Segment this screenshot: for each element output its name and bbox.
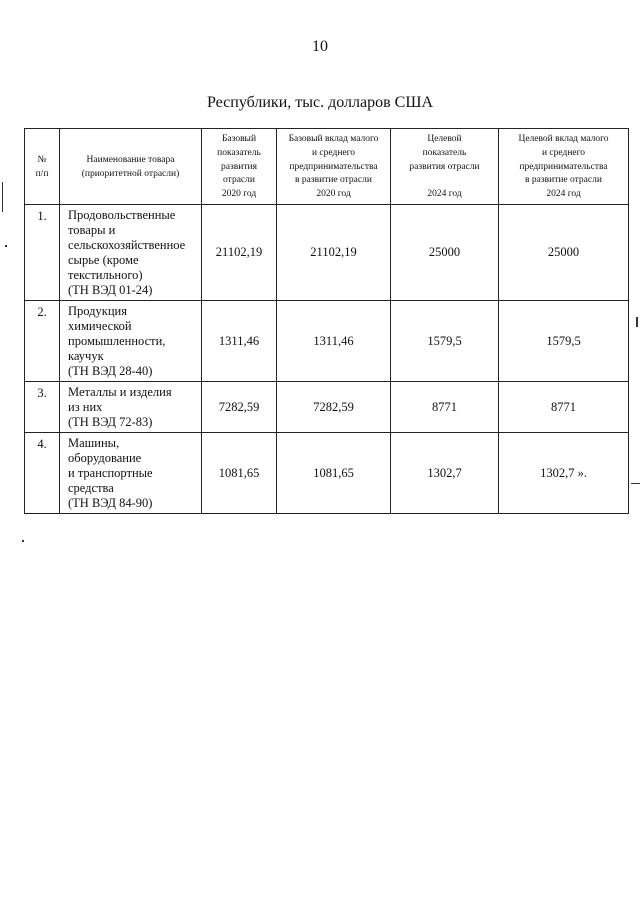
product-name-line: и транспортные [68, 466, 153, 481]
product-name-line: химической [68, 319, 132, 334]
product-name-line: сельскохозяйственное [68, 238, 186, 253]
header-number-line: № [37, 154, 47, 165]
product-name-line: текстильного) [68, 268, 143, 283]
table-row [25, 382, 629, 433]
header-target-sme-line: в развитие отрасли [525, 175, 602, 186]
base-sme-cell: 1311,46 [277, 301, 391, 382]
product-name-line: оборудование [68, 451, 142, 466]
base-indicator-cell: 7282,59 [202, 382, 277, 433]
scan-mark [22, 540, 24, 542]
product-name-line: сырье (кроме [68, 253, 139, 268]
header-target-sme-line: предпринимательства [519, 161, 608, 172]
product-name-line: из них [68, 400, 103, 415]
header-base-indicator-line: отрасли [223, 175, 255, 186]
header-target-sme-line: 2024 год [546, 189, 581, 200]
header-base-indicator-line: показатель [217, 147, 261, 158]
scan-mark [5, 245, 7, 247]
base-sme-cell: 7282,59 [277, 382, 391, 433]
base-sme-cell: 1081,65 [277, 433, 391, 514]
product-name-line: (ТН ВЭД 72-83) [68, 415, 153, 430]
table-header [25, 129, 629, 205]
header-base-indicator-line: развития [221, 161, 257, 172]
header-target-indicator-line: 2024 год [427, 189, 462, 200]
product-name-cell [60, 382, 202, 433]
base-indicator-cell: 1081,65 [202, 433, 277, 514]
target-sme-cell: 8771 [499, 382, 629, 433]
target-indicator-cell: 1302,7 [391, 433, 499, 514]
header-base-indicator [202, 129, 277, 205]
header-base-sme-contribution [277, 129, 391, 205]
table-body [25, 205, 629, 514]
scan-mark [636, 317, 638, 327]
target-sme-cell: 1302,7 ». [499, 433, 629, 514]
row-number: 2. [25, 301, 60, 382]
product-name-line: (ТН ВЭД 01-24) [68, 283, 153, 298]
header-target-indicator [391, 129, 499, 205]
header-product-name-line: (приоритетной отрасли) [81, 168, 180, 179]
table-row [25, 433, 629, 514]
target-sme-cell: 25000 [499, 205, 629, 301]
base-sme-cell: 21102,19 [277, 205, 391, 301]
row-number: 1. [25, 205, 60, 301]
table-row [25, 205, 629, 301]
row-number: 4. [25, 433, 60, 514]
header-base-sme-line: Базовый вклад малого [288, 134, 379, 144]
header-target-indicator-line: развития отрасли [409, 161, 480, 172]
product-name-cell [60, 433, 202, 514]
page-number: 10 [312, 38, 328, 55]
product-name-line: средства [68, 481, 114, 496]
header-target-sme-line: Целевой вклад малого [518, 134, 609, 144]
product-name-line: каучук [68, 349, 104, 364]
header-base-sme-line: в развитие отрасли [295, 175, 372, 186]
product-name-line: Продукция [68, 304, 127, 319]
row-number: 3. [25, 382, 60, 433]
header-base-indicator-line: Базовый [221, 134, 257, 144]
target-indicator-cell: 25000 [391, 205, 499, 301]
product-name-cell [60, 301, 202, 382]
base-indicator-cell: 1311,46 [202, 301, 277, 382]
product-name-line: промышленности, [68, 334, 166, 349]
header-product-name-line: Наименование товара [86, 154, 175, 165]
header-base-indicator-line: 2020 год [221, 189, 257, 200]
header-target-sme-contribution [499, 129, 629, 205]
target-sme-cell: 1579,5 [499, 301, 629, 382]
header-target-indicator-line: Целевой [427, 134, 462, 144]
scan-mark [2, 182, 3, 212]
header-base-sme-line: предпринимательства [289, 161, 378, 172]
product-name-line: Металлы и изделия [68, 385, 172, 400]
scan-edge-line [631, 483, 640, 484]
table-row [25, 301, 629, 382]
target-indicator-cell: 1579,5 [391, 301, 499, 382]
header-base-sme-line: и среднего [311, 147, 356, 158]
header-number [25, 129, 60, 205]
table-caption: Республики, тыс. долларов США [206, 94, 434, 111]
header-target-sme-line: и среднего [541, 147, 586, 158]
target-indicator-cell: 8771 [391, 382, 499, 433]
header-number-line: п/п [35, 168, 49, 179]
header-spacer [393, 174, 496, 188]
product-name-line: Продовольственные [68, 208, 176, 223]
header-base-sme-line: 2020 год [316, 189, 351, 200]
product-name-line: (ТН ВЭД 28-40) [68, 364, 153, 379]
product-name-line: товары и [68, 223, 116, 238]
product-name-line: (ТН ВЭД 84-90) [68, 496, 153, 511]
product-name-cell [60, 205, 202, 301]
data-table [24, 128, 629, 514]
header-target-indicator-line: показатель [422, 147, 467, 158]
base-indicator-cell: 21102,19 [202, 205, 277, 301]
product-name-line: Машины, [68, 436, 120, 451]
header-product-name [60, 129, 202, 205]
